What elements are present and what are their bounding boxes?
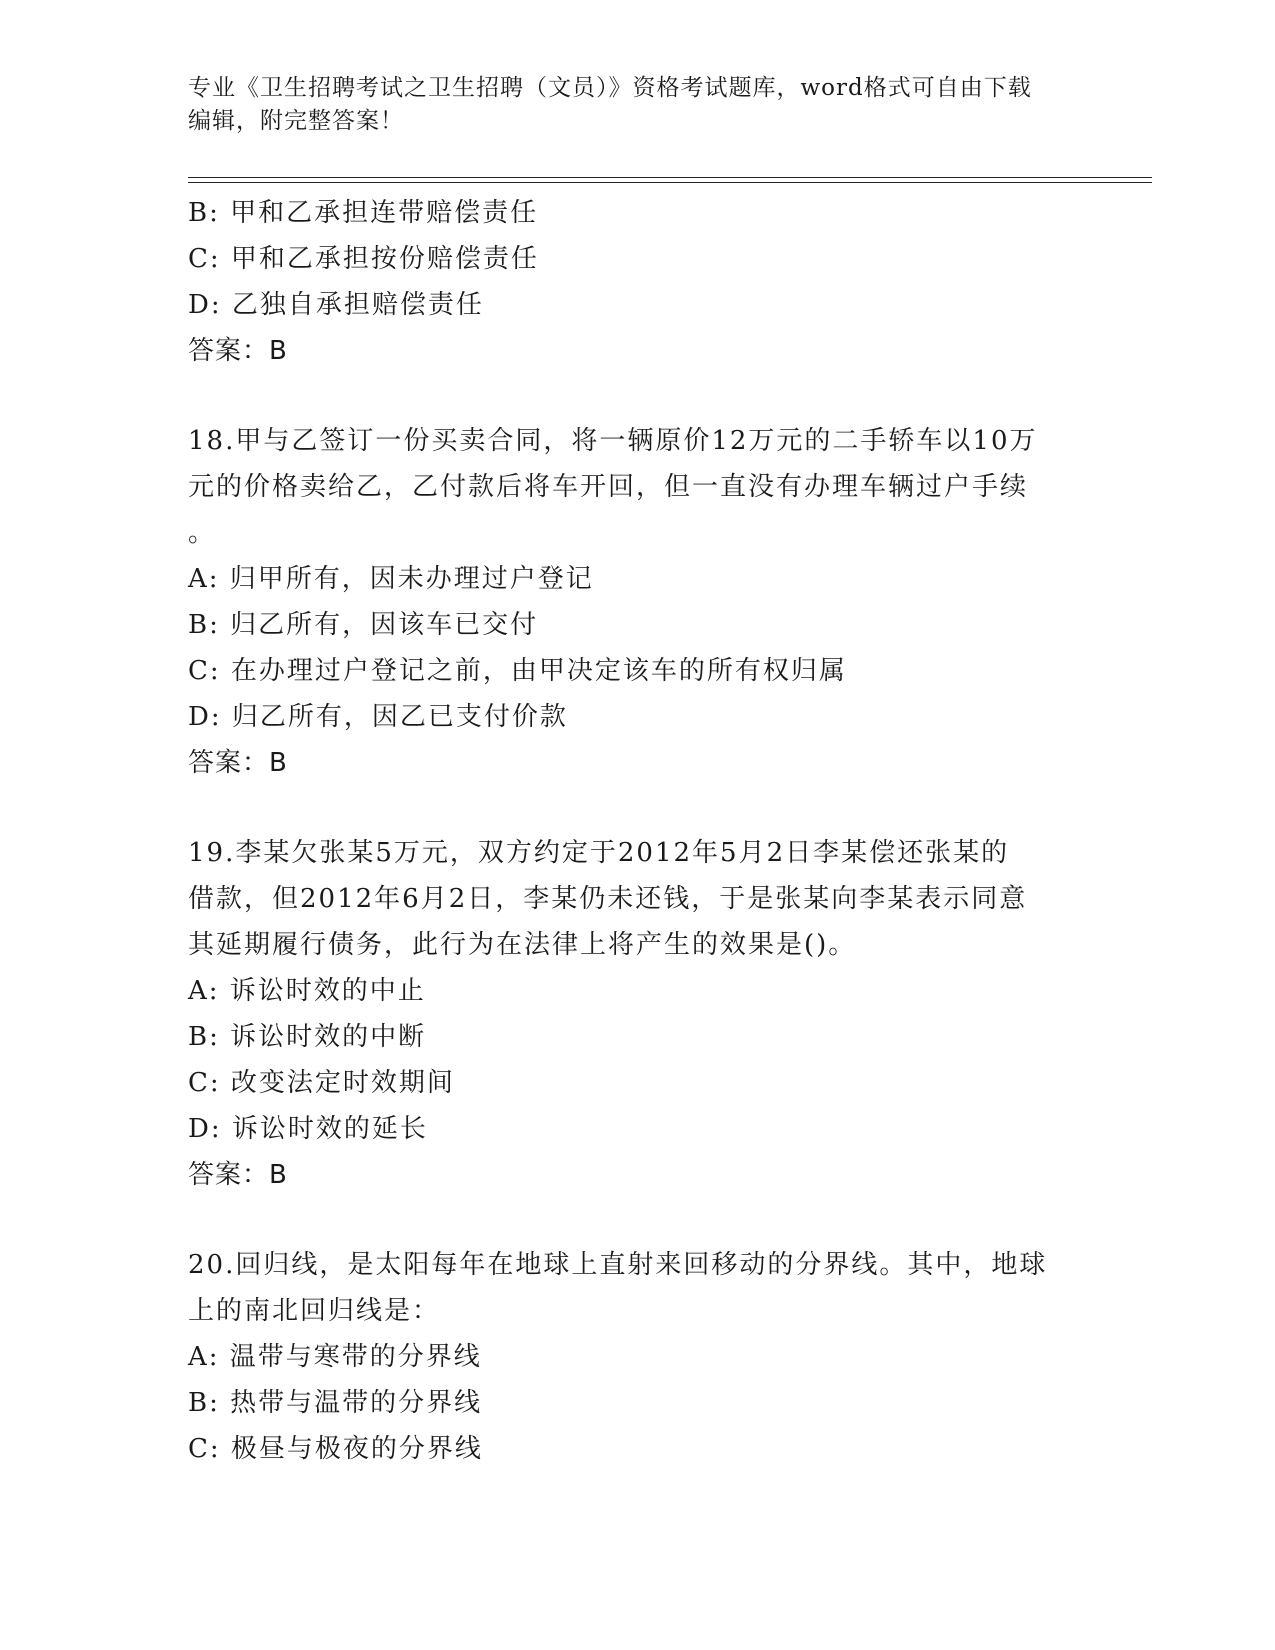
question-stem-line: 借款，但2012年6月2日，李某仍未还钱，于是张某向李某表示同意: [188, 884, 1028, 914]
question-stem-line: 19.李某欠张某5万元，双方约定于2012年5月2日李某偿还张某的: [188, 838, 1010, 868]
document-header: [188, 72, 1068, 138]
header-line-1: 专业《卫生招聘考试之卫生招聘（文员）》资格考试题库，word格式可自由下载: [188, 75, 1032, 101]
option-b: B: 归乙所有，因该车已交付: [188, 610, 539, 640]
spacer: [188, 786, 1068, 830]
question-19: [188, 830, 1068, 1198]
option-c: C: 改变法定时效期间: [188, 1068, 455, 1098]
question-content: [188, 190, 1068, 1472]
header-divider-top: [188, 177, 1152, 178]
question-stem-line: 18.甲与乙签订一份买卖合同，将一辆原价12万元的二手轿车以10万: [188, 426, 1038, 456]
option-d: D: 乙独自承担赔偿责任: [188, 290, 484, 320]
option-d: D: 归乙所有，因乙已支付价款: [188, 702, 568, 732]
answer-line: 答案：B: [188, 1160, 288, 1190]
question-stem-line: 元的价格卖给乙，乙付款后将车开回，但一直没有办理车辆过户手续: [188, 472, 1029, 502]
option-c: C: 极昼与极夜的分界线: [188, 1434, 483, 1464]
question-18: [188, 418, 1068, 786]
option-a: A: 归甲所有，因未办理过户登记: [188, 564, 594, 594]
option-a: A: 温带与寒带的分界线: [188, 1342, 482, 1372]
option-b: B: 甲和乙承担连带赔偿责任: [188, 198, 539, 228]
option-d: D: 诉讼时效的延长: [188, 1114, 428, 1144]
question-stem-line: 上的南北回归线是：: [188, 1296, 441, 1326]
question-stem-line: 其延期履行债务，此行为在法律上将产生的效果是()。: [188, 930, 857, 960]
answer-line: 答案：B: [188, 748, 288, 778]
spacer: [188, 1198, 1068, 1242]
question-17: [188, 190, 1068, 374]
question-stem-line: 。: [188, 518, 217, 548]
option-c: C: 甲和乙承担按份赔偿责任: [188, 244, 539, 274]
question-stem-line: 20.回归线，是太阳每年在地球上直射来回移动的分界线。其中，地球: [188, 1250, 1048, 1280]
answer-line: 答案：B: [188, 336, 288, 366]
header-line-2: 编辑，附完整答案！: [188, 108, 404, 134]
spacer: [188, 374, 1068, 418]
question-20: [188, 1242, 1068, 1472]
option-b: B: 诉讼时效的中断: [188, 1022, 427, 1052]
option-a: A: 诉讼时效的中止: [188, 976, 426, 1006]
option-b: B: 热带与温带的分界线: [188, 1388, 483, 1418]
option-c: C: 在办理过户登记之前，由甲决定该车的所有权归属: [188, 656, 847, 686]
header-divider-bottom: [188, 182, 1152, 183]
